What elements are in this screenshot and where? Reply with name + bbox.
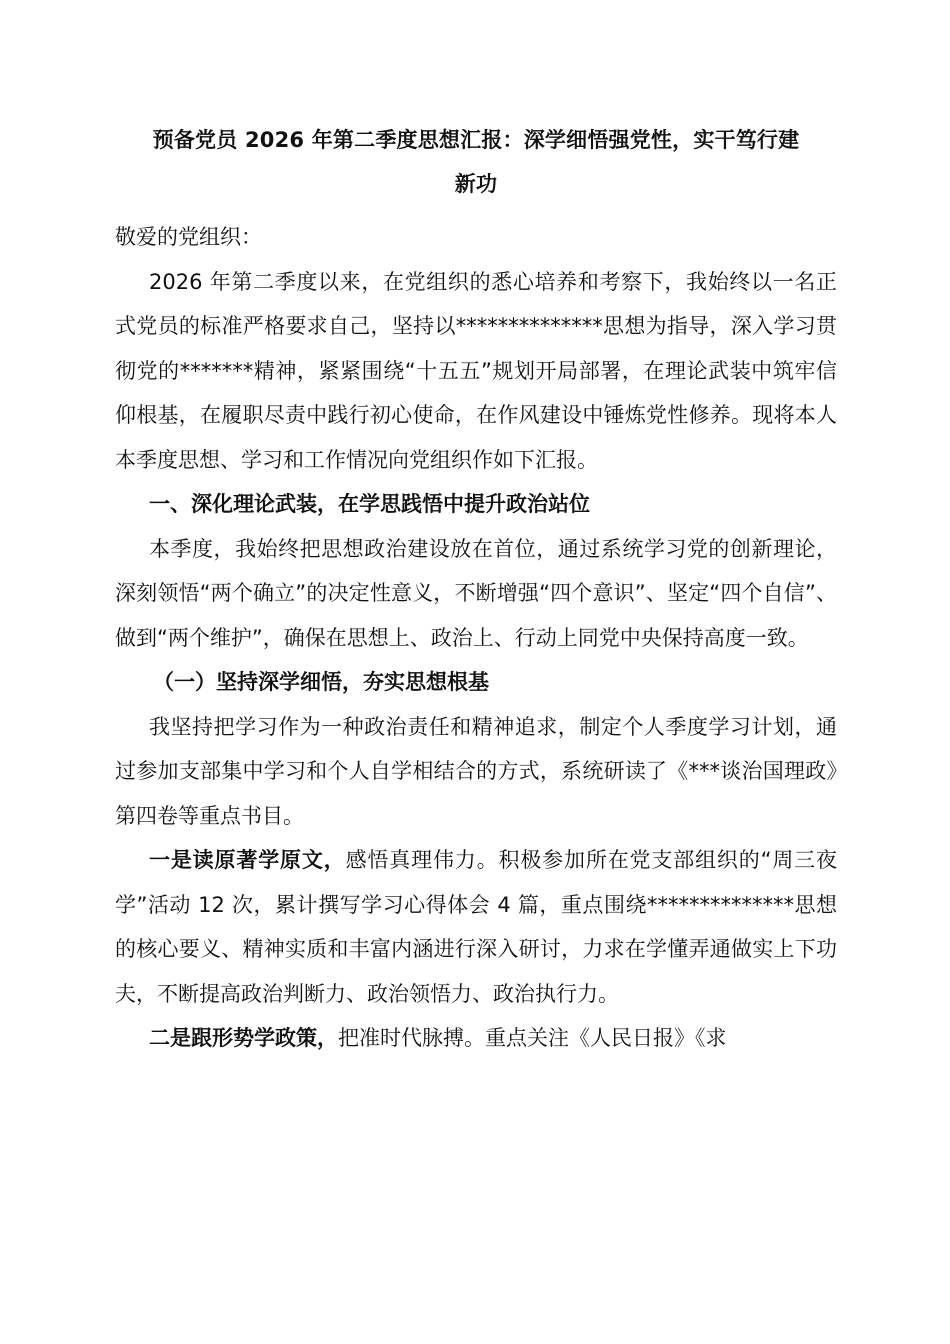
- point-1-lead: 一是读原著学原文，: [149, 848, 346, 872]
- subsection-1-heading: （一）坚持深学细悟，夯实思想根基: [153, 670, 489, 694]
- point-1-paragraph: [115, 838, 837, 1016]
- section-1-paragraph: 本季度，我始终把思想政治建设放在首位，通过系统学习党的创新理论，深刻领悟“两个确立”的决定性意义，不断增强“四个意识”、坚定“四个自信”、做到“两个维护”，确保在思想上、政治上、行动上同党中央保持高度一致。: [115, 536, 837, 650]
- point-2-paragraph: [115, 1016, 837, 1061]
- point-1-body: 感悟真理伟力。积极参加所在党支部组织的“周三夜学”活动 12 次，累计撰写学习心得体会 4 篇，重点围绕**************思想的核心要义、精神实质和丰富内涵进行深入研讨，力求在学懂弄通做实上下功夫，不断提高政治判断力、政治领悟力、政治执行力。: [115, 848, 838, 1006]
- salutation: 敬爱的党组织：: [115, 225, 262, 249]
- point-2-body: 把准时代脉搏。重点关注《人民日报》《求: [338, 1026, 727, 1050]
- intro-paragraph: 2026 年第二季度以来，在党组织的悉心培养和考察下，我始终以一名正式党员的标准严格要求自己，坚持以**************思想为指导，深入学习贯彻党的*******精神，紧紧围绕“十五五”规划开局部署，在理论武装中筑牢信仰根基，在履职尽责中践行初心使命，在作风建设中锤炼党性修养。现将本人本季度思想、学习和工作情况向党组织作如下汇报。: [115, 269, 837, 472]
- document-page: [115, 118, 837, 1061]
- document-title: [115, 118, 837, 206]
- point-2-lead: 二是跟形势学政策，: [149, 1026, 338, 1050]
- title-line-2: 新功: [454, 172, 498, 196]
- subsection-1-paragraph: 我坚持把学习作为一种政治责任和精神追求，制定个人季度学习计划，通过参加支部集中学习和个人自学相结合的方式，系统研读了《***谈治国理政》第四卷等重点书目。: [115, 714, 837, 828]
- title-line-1: 预备党员 2026 年第二季度思想汇报：深学细悟强党性，实干笃行建: [152, 128, 800, 152]
- section-1-heading: 一、深化理论武装，在学思践悟中提升政治站位: [149, 492, 590, 516]
